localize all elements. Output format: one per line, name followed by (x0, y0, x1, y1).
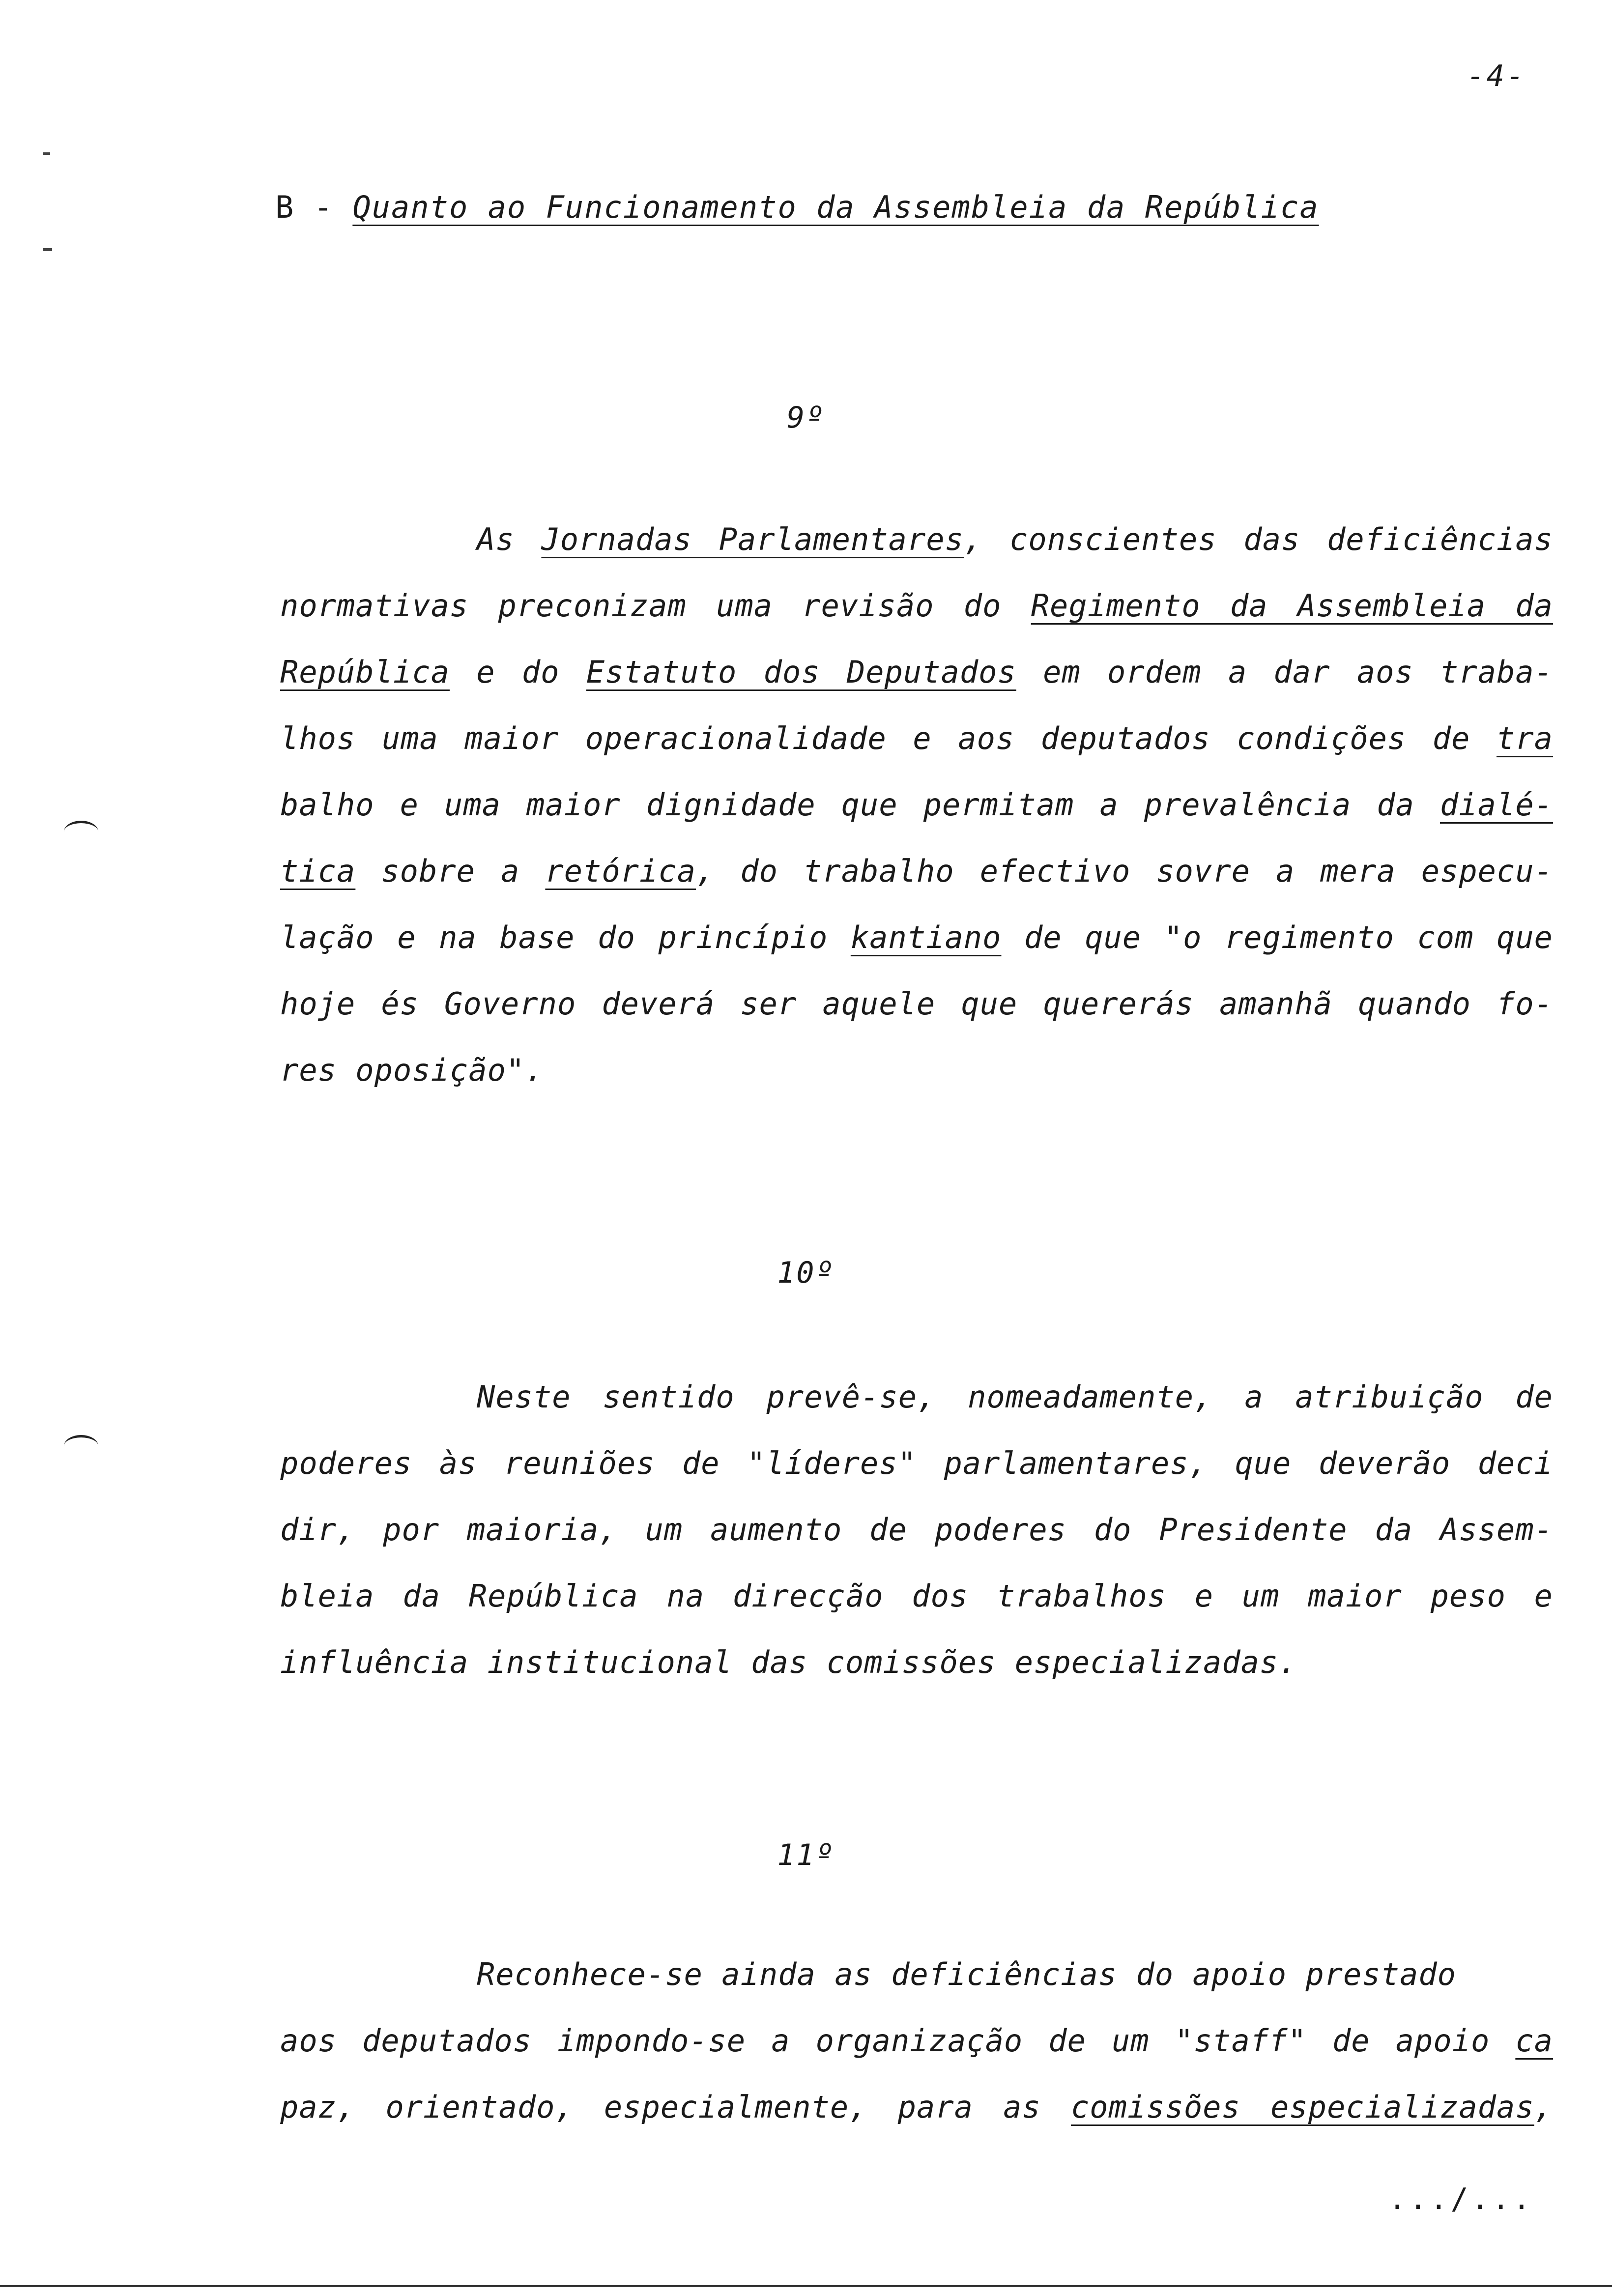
text-line: dir, por maioria, um aumento de poderes do Presidente da Assem- (280, 1512, 1553, 1548)
underlined-term: Regimento da Assembleia da (1031, 588, 1553, 624)
text-line: influência institucional das comissões especializadas. (280, 1644, 1297, 1680)
text-line (280, 772, 1553, 838)
text-run: As (477, 521, 542, 557)
underlined-term: dialé- (1440, 787, 1553, 823)
text-line: Reconhece-se ainda as deficiências do apoio prestado (477, 1956, 1457, 1992)
text-line: Neste sentido prevê-se, nomeadamente, a atribuição de (477, 1379, 1553, 1415)
underlined-term: retórica (545, 853, 696, 889)
punch-hole-mark (64, 1435, 98, 1457)
article-10-paragraph (280, 1364, 1553, 1695)
text-line (280, 506, 1553, 573)
text-run: paz, orientado, especialmente, para as (280, 2089, 1071, 2125)
text-run: em ordem a dar aos traba- (1016, 654, 1554, 690)
text-line (280, 639, 1553, 705)
underlined-term: comissões especializadas (1070, 2089, 1534, 2125)
text-line (280, 705, 1553, 772)
article-11-paragraph (280, 1941, 1553, 2140)
bottom-rule (0, 2285, 1612, 2287)
underlined-term: kantiano (850, 919, 1002, 955)
text-line: bleia da República na direcção dos trabalhos e um maior peso e (280, 1578, 1553, 1614)
underlined-term: tra (1497, 720, 1553, 756)
text-run: e do (449, 654, 586, 690)
underlined-term: ca (1515, 2023, 1553, 2059)
underlined-term: tica (280, 853, 356, 889)
text-line (280, 904, 1553, 971)
text-run: , conscientes das deficiências (964, 521, 1554, 557)
text-line (280, 2074, 1553, 2140)
text-run: , do trabalho efectivo sovre a mera especu- (696, 853, 1553, 889)
text-line (280, 2008, 1553, 2074)
article-number-11: 11º (777, 1838, 835, 1872)
text-line (280, 838, 1553, 904)
text-run: normativas preconizam uma revisão do (280, 588, 1031, 624)
text-run: , (1534, 2089, 1553, 2125)
continuation-mark: .../... (1388, 2182, 1533, 2216)
text-line (280, 573, 1553, 639)
punch-hole-mark (64, 821, 98, 843)
underlined-term: Estatuto dos Deputados (586, 654, 1016, 690)
article-number-9: 9º (786, 401, 826, 435)
section-heading-prefix: B - (275, 189, 353, 225)
underlined-term: República (280, 654, 450, 690)
underlined-term: Jornadas Parlamentares (541, 521, 964, 557)
text-run: lhos uma maior operacionalidade e aos deputados condições de (280, 720, 1497, 756)
text-run: balho e uma maior dignidade que permitam a prevalência da (280, 787, 1440, 823)
text-run: sobre a (355, 853, 546, 889)
section-heading-title: Quanto ao Funcionamento da Assembleia da República (352, 189, 1319, 225)
text-run: aos deputados impondo-se a organização de um "staff" de apoio (280, 2023, 1516, 2059)
margin-mark (43, 152, 50, 155)
text-line: poderes às reuniões de "líderes" parlamentares, que deverão deci (280, 1445, 1553, 1481)
page-number: -4- (1467, 59, 1526, 93)
text-run: de que "o regimento com que (1001, 919, 1553, 955)
text-line: res oposição". (280, 1052, 544, 1088)
text-run: lação e na base do princípio (280, 919, 851, 955)
section-heading (275, 189, 1319, 225)
article-number-10: 10º (777, 1256, 835, 1290)
text-line: hoje és Governo deverá ser aquele que quererás amanhã quando fo- (280, 986, 1553, 1022)
article-9-paragraph (280, 506, 1553, 1103)
margin-mark (43, 248, 52, 251)
